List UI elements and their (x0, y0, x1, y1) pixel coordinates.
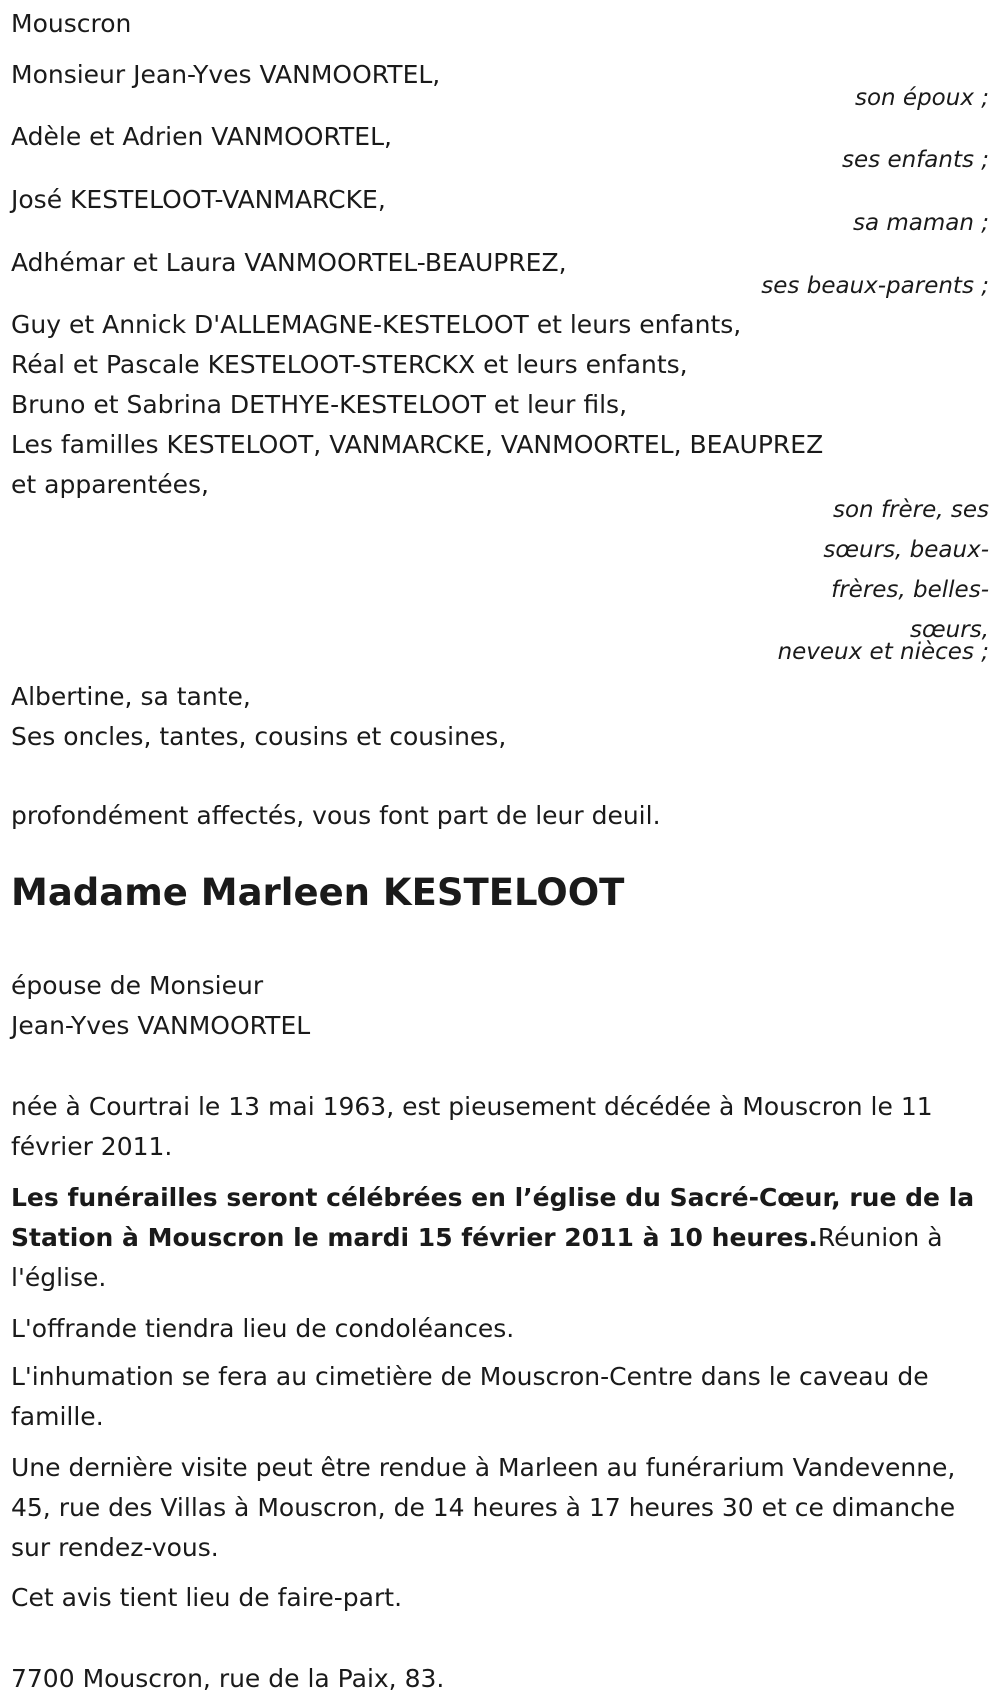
children-role: ses enfants ; (842, 147, 989, 173)
visit-text: Une dernière visite peut être rendue à Marleen au funérarium Vandevenne, 45, rue des Villas à Mouscron, de 14 heures à 17 heures 30 et ce dimanche sur rendez-vous. (11, 1453, 956, 1562)
cousins-line: Ses oncles, tantes, cousins et cousines, (11, 722, 507, 751)
children-name: Adèle et Adrien VANMOORTEL, (11, 122, 392, 151)
siblings-role-line: sœurs, (910, 617, 989, 643)
in-laws-role: ses beaux-parents ; (761, 273, 989, 299)
offering-text: L'offrande tiendra lieu de condoléances. (11, 1314, 515, 1343)
siblings-role-line: frères, belles- (831, 577, 989, 603)
birth-death-text: née à Courtrai le 13 mai 1963, est pieusement décédée à Mouscron le 11 février 2011. (11, 1092, 933, 1161)
spouse-line: épouse de Monsieur (11, 971, 264, 1000)
funeral-rest-text: Réunion à l'église. (11, 1223, 943, 1292)
notice-text: Cet avis tient lieu de faire-part. (11, 1583, 403, 1612)
husband-role: son époux ; (854, 85, 989, 111)
spouse-line: Jean-Yves VANMOORTEL (11, 1011, 311, 1040)
funeral-bold-text: Les funérailles seront célébrées en l’église du Sacré-Cœur, rue de la Station à Mouscron le mardi 15 février 2011 à 10 heures. (11, 1183, 975, 1252)
siblings-role-line: neveux et nièces ; (777, 639, 989, 665)
mother-name: José KESTELOOT-VANMARCKE, (11, 185, 386, 214)
sibling-line: Bruno et Sabrina DETHYE-KESTELOOT et leur fils, (11, 390, 628, 419)
sibling-line: et apparentées, (11, 470, 209, 499)
funeral-paragraph (11, 1178, 991, 1298)
siblings-role-line: son frère, ses (833, 497, 989, 523)
burial-text: L'inhumation se fera au cimetière de Mouscron-Centre dans le caveau de famille. (11, 1362, 929, 1431)
sibling-line: Réal et Pascale KESTELOOT-STERCKX et leurs enfants, (11, 350, 688, 379)
mother-role: sa maman ; (852, 210, 989, 236)
aunt-line: Albertine, sa tante, (11, 682, 251, 711)
sibling-line: Guy et Annick D'ALLEMAGNE-KESTELOOT et leurs enfants, (11, 310, 742, 339)
sibling-line: Les familles KESTELOOT, VANMARCKE, VANMOORTEL, BEAUPREZ (11, 430, 824, 459)
in-laws-name: Adhémar et Laura VANMOORTEL-BEAUPREZ, (11, 248, 567, 277)
location: Mouscron (11, 9, 132, 38)
address-text: 7700 Mouscron, rue de la Paix, 83. (11, 1664, 445, 1693)
siblings-role-line: sœurs, beaux- (823, 537, 989, 563)
husband-name: Monsieur Jean-Yves VANMOORTEL, (11, 60, 441, 89)
deceased-name: Madame Marleen KESTELOOT (11, 871, 625, 914)
announcement: profondément affectés, vous font part de leur deuil. (11, 801, 661, 830)
